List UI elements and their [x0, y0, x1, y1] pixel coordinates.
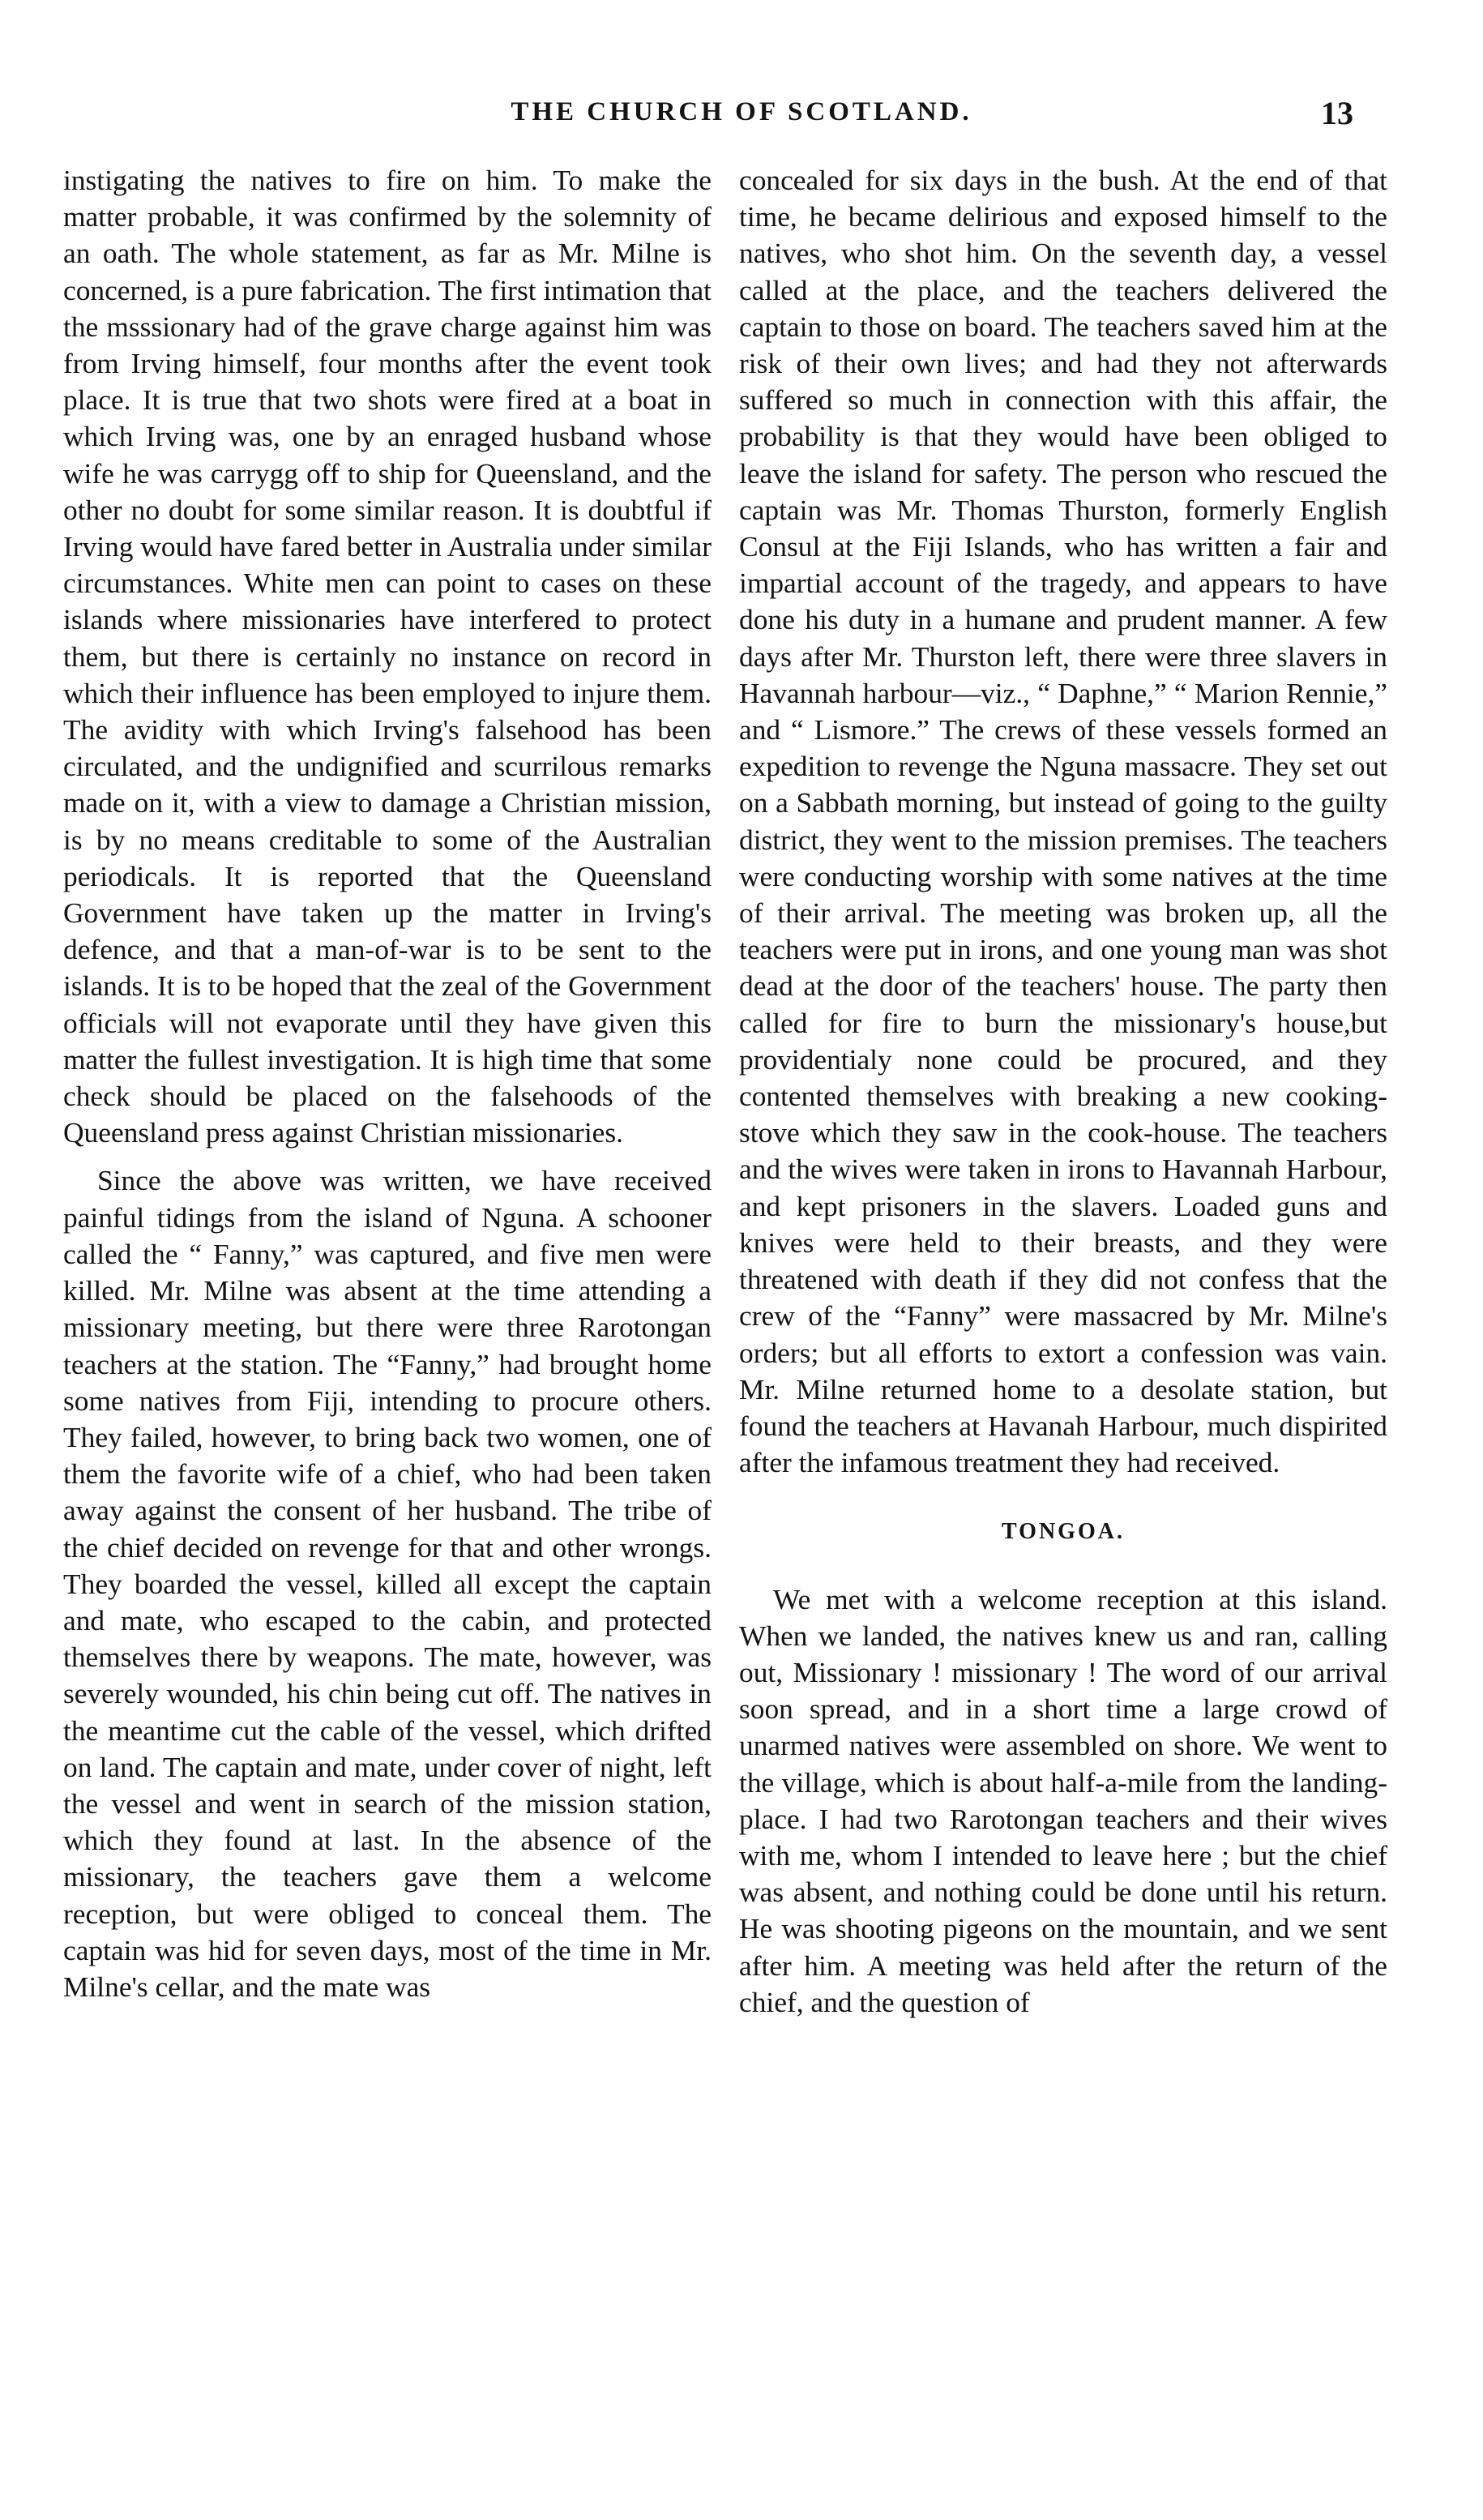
paragraph: instigating the natives to fire on him. To make the matter probable, it was confirmed by the solemnity of an oath. The whole statement, as far as Mr. Milne is concerned, is a pure fabrication. The first intimation that the msssionary had of the grave charge against him was from Irving himself, four months after the event took place. It is true that two shots were fired at a boat in which Irving was, one by an enraged husband whose wife he was carrygg off to ship for Queensland, and the other no doubt for some similar reason. It is doubtful if Irving would have fared better in Australia under similar circumstances. White men can point to cases on these islands where missionaries have interfered to protect them, but there is certainly no instance on record in which their influence has been employed to injure them. The avidity with which Irving's falsehood has been circulated, and the undignified and scurrilous remarks made on it, with a view to damage a Christian mission, is by no means creditable to some of the Australian periodicals. It is reported that the Queensland Government have taken up the matter in Irving's defence, and that a man-of-war is to be sent to the islands. It is to be hoped that the zeal of the Government officials will not evaporate until they have given this matter the fullest investigation. It is high time that some check should be placed on the falsehoods of the Queensland press against Christian missionaries.	[63, 164, 712, 1149]
section-heading: TONGOA.	[1002, 1519, 1125, 1545]
page-header	[49, 86, 1434, 143]
page-number: 13	[1321, 95, 1353, 131]
left-column	[63, 162, 712, 2005]
right-column	[739, 162, 1387, 2021]
running-title: THE CHURCH OF SCOTLAND.	[511, 97, 972, 126]
paragraph: We met with a welcome reception at this island. When we landed, the natives knew us and ran, calling out, Missionary ! missionary ! The word of our arrival soon spread, and in a short time a large crowd of unarmed natives were assembled on shore. We went to the village, which is about half-a-mile from the landing-place. I had two Rarotongan teachers and their wives with me, whom I intended to leave here ; but the chief was absent, and nothing could be done until his return. He was shooting pigeons on the mountain, and we sent after him. A meeting was held after the return of the chief, and the question of	[739, 1582, 1387, 2018]
paragraph: concealed for six days in the bush. At the end of that time, he became delirious and exposed himself to the natives, who shot him. On the seventh day, a vessel called at the place, and the teachers delivered the captain to those on board. The teachers saved him at the risk of their own lives; and had they not afterwards suffered so much in connection with this affair, the probability is that they would have been obliged to leave the island for safety. The person who rescued the captain was Mr. Thomas Thurston, formerly English Consul at the Fiji Islands, who has written a fair and impartial account of the tragedy, and appears to have done his duty in a humane and prudent manner. A few days after Mr. Thurston left, there were three slavers in Havannah harbour—viz., “ Daphne,” “ Marion Rennie,” and “ Lismore.” The crews of these vessels formed an expedition to revenge the Nguna massacre. They set out on a Sabbath morning, but instead of going to the guilty district, they went to the mission premises. The teachers were conducting worship with some natives at the time of their arrival. The meeting was broken up, all the teachers were put in irons, and one young man was shot dead at the door of the teachers' house. The party then called for fire to burn the missionary's house,but providentialy none could be procured, and they contented themselves with breaking a new cooking-stove which they saw in the cook-house. The teachers and the wives were taken in irons to Havannah Harbour, and kept prisoners in the slavers. Loaded guns and knives were held to their breasts, and they were threatened with death if they did not confess that the crew of the “Fanny” were massacred by Mr. Milne's orders; but all efforts to extort a confession was vain. Mr. Milne returned home to a desolate station, but found the teachers at Havanah Harbour, much dispirited after the infamous treatment they had received.	[739, 164, 1387, 1479]
paragraph: Since the above was written, we have received painful tidings from the island of Nguna. A schooner called the “ Fanny,” was captured, and five men were killed. Mr. Milne was absent at the time attending a missionary meeting, but there were three Rarotongan teachers at the station. The “Fanny,” had brought home some natives from Fiji, intending to procure others. They failed, however, to bring back two women, one of them the favorite wife of a chief, who had been taken away against the consent of her husband. The tribe of the chief decided on revenge for that and other wrongs. They boarded the vessel, killed all except the captain and mate, who escaped to the cabin, and protected themselves there by weapons. The mate, however, was severely wounded, his chin being cut off. The natives in the meantime cut the cable of the vessel, which drifted on land. The captain and mate, under cover of night, left the vessel and went in search of the mission station, which they found at last. In the absence of the missionary, the teachers gave them a welcome reception, but were obliged to conceal them. The captain was hid for seven days, most of the time in Mr. Milne's cellar, and the mate was	[63, 1164, 712, 2003]
